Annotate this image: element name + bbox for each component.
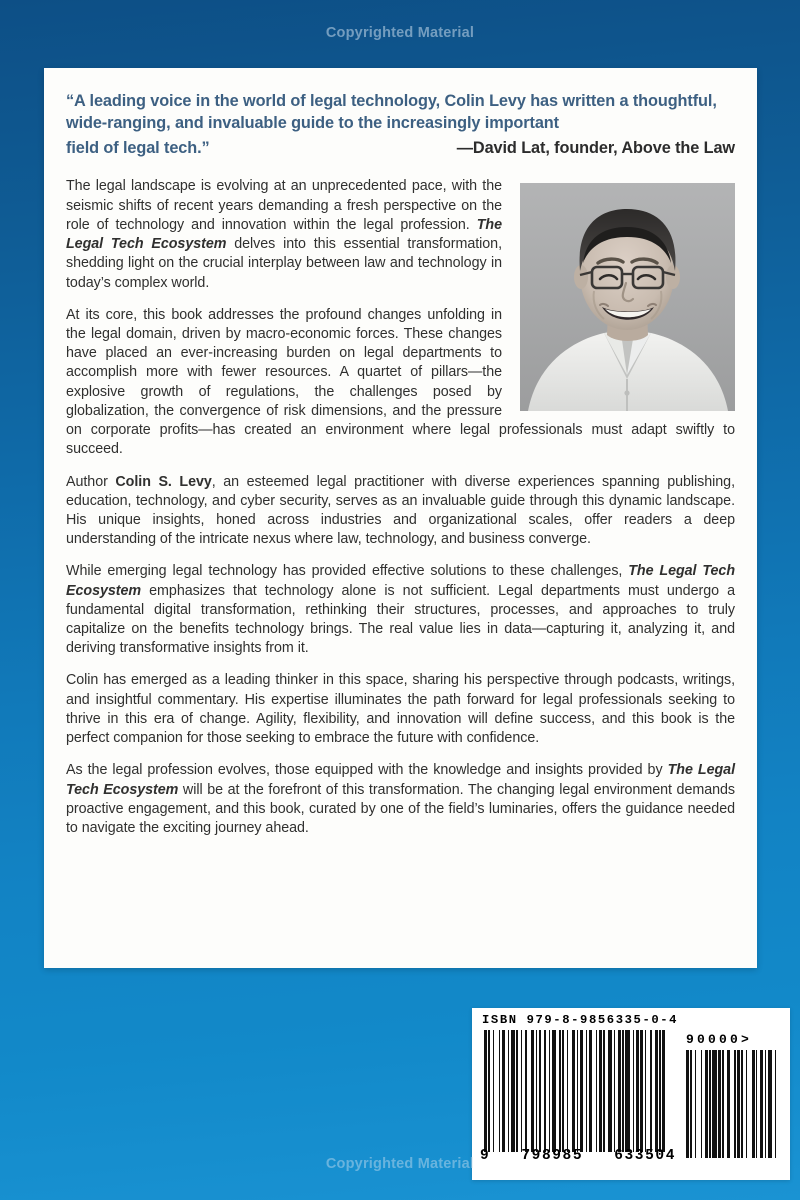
p4-part-a: While emerging legal technology has provided effective solutions to these challenges, xyxy=(66,563,629,580)
author-photo xyxy=(520,183,735,411)
panel-content xyxy=(66,90,735,952)
pull-quote-last-row xyxy=(66,135,735,159)
p4-book-title: The Legal Tech Ecosystem xyxy=(66,563,736,599)
barcode-panel xyxy=(472,1008,790,1180)
description-copy xyxy=(66,177,735,838)
barcode-digit-group: 633504 xyxy=(614,1148,676,1164)
paragraph-3 xyxy=(66,473,735,550)
paragraph-5: Colin has emerged as a leading thinker in this space, sharing his perspective through podcasts, writings, and insightful commentary. His expertise illuminates the path forward for legal professionals seeking to thrive in this era of change. Agility, flexibility, and innovation will define success, and this book is the perfect companion for those seeking to embrace the future with confidence. xyxy=(66,672,735,747)
barcode-bar xyxy=(776,1050,777,1158)
p6-part-b: will be at the forefront of this transformation. The changing legal environment demands proactive engagement, and this book, curated by one of the field’s luminaries, offers the guidance needed to navigate the exciting journey ahead. xyxy=(66,781,736,837)
isbn-label: ISBN 979-8-9856335-0-4 xyxy=(482,1013,679,1027)
p1-part-a: The legal landscape is evolving at an unprecedented pace, with the seismic shifts of recent years demanding a fresh perspective on the role of technology and innovation within the legal profession. xyxy=(66,178,502,233)
p3-part-b: , an esteemed legal practitioner with diverse experiences spanning publishing, education, technology, and cyber security, serves as an invaluable guide through this dynamic landscape. His unique insights, honed across industries and organizational scales, offer readers a deep understanding of the intricate nexus where law, technology, and business converge. xyxy=(66,473,735,548)
ean5-addon-barcode xyxy=(686,1050,778,1158)
barcode-digit-group: 9 xyxy=(480,1148,491,1164)
author-portrait-illustration xyxy=(520,183,735,411)
back-cover-text-panel xyxy=(44,68,757,968)
pull-quote-attribution: —David Lat, founder, Above the Law xyxy=(456,138,735,157)
paragraph-6 xyxy=(66,761,735,838)
pull-quote xyxy=(66,90,735,159)
paragraph-2: At its core, this book addresses the profound changes unfolding in the legal domain, driven by macro-economic forces. These changes have placed an ever-increasing burden on legal departments to accomplish more with fewer resources. A quartet of pillars—the explosive growth of regulations, the challenges posed by globalization, the convergence of risk dimensions, and the pressure on corporate profits—has created an environment where legal professionals must adapt swiftly to succeed. xyxy=(66,306,735,458)
p6-part-a: As the legal profession evolves, those equipped with the knowledge and insights provided by xyxy=(66,762,668,779)
pull-quote-text: “A leading voice in the world of legal technology, Colin Levy has written a thoughtful, wide-ranging, and invaluable guide to the increasingly important xyxy=(66,92,717,133)
paragraph-4 xyxy=(66,562,735,658)
copyright-watermark-top: Copyrighted Material xyxy=(325,25,475,41)
p3-part-a: Author xyxy=(66,473,116,490)
pull-quote-tail: field of legal tech.” xyxy=(66,138,210,157)
barcode-bar xyxy=(665,1030,669,1152)
barcode-addon-label: 90000> xyxy=(686,1032,753,1047)
p4-part-b: emphasizes that technology alone is not sufficient. Legal departments must undergo a fundamental digital transformation, rethinking their structures, processes, and approaches to truly capitalize on the benefits technology brings. The real value lies in data—capturing it, analyzing it, and deriving transformative insights from it. xyxy=(66,582,735,657)
p1-book-title: The Legal Tech Ecosystem xyxy=(66,216,502,253)
p6-book-title: The Legal Tech Ecosystem xyxy=(66,762,735,798)
copyright-watermark-bottom: Copyrighted Material xyxy=(325,1156,475,1172)
barcode-digit-group: 798985 xyxy=(521,1148,584,1164)
ean13-barcode xyxy=(484,1030,670,1152)
p3-author-name: Colin S. Levy xyxy=(115,473,212,490)
p1-part-b: delves into this essential transformation, shedding light on the crucial interplay between law and technology in today’s complex world. xyxy=(66,236,503,291)
